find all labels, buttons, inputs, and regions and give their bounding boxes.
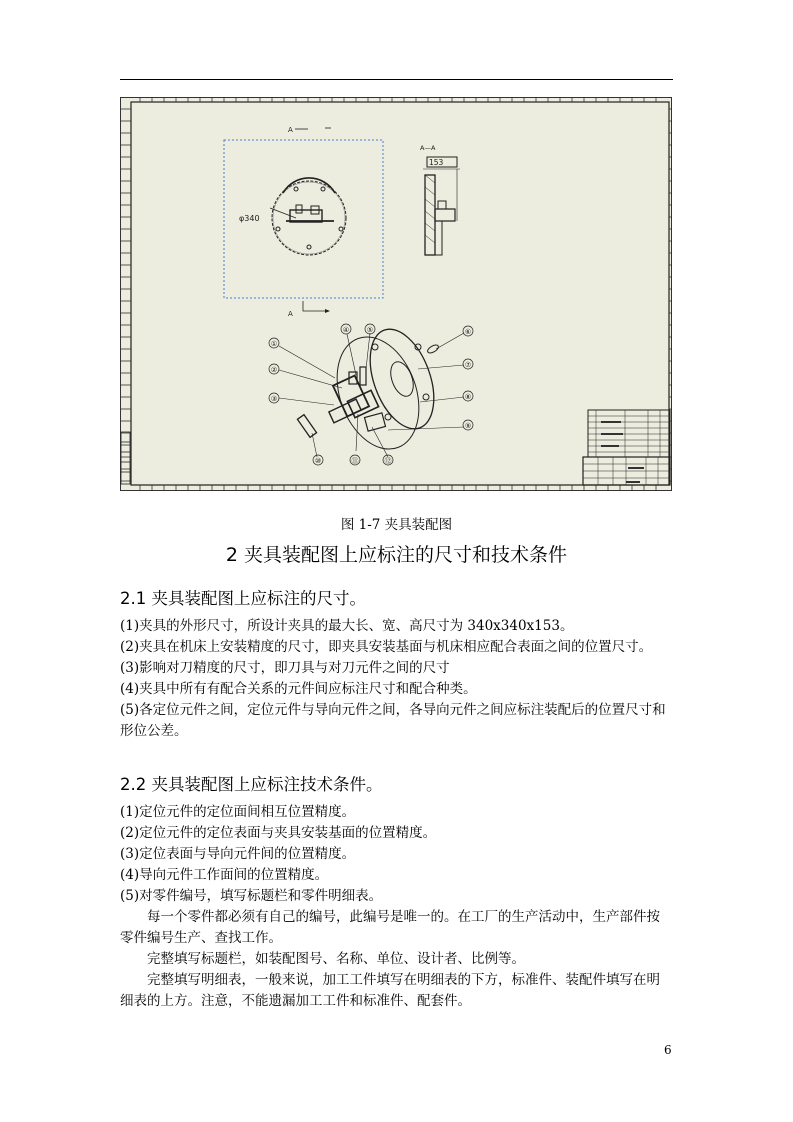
balloon-3: ③ [270,395,278,403]
figure-caption: 图 1-7 夹具装配图 [340,517,453,533]
chapter-heading: 2 夹具装配图上应标注的尺寸和技术条件 [225,544,568,566]
assembly-drawing [120,97,672,491]
list-item: (5)各定位元件之间，定位元件与导向元件之间，各导向元件之间应标注装配后的位置尺寸和形位公差。 [120,702,666,739]
balloon-7: ⑦ [464,361,472,369]
balloon-12: ⑫ [384,457,392,465]
list-item: (3)影响对刀精度的尺寸，即刀具与对刀元件之间的尺寸 [120,660,450,676]
balloon-5: ⑤ [366,326,374,334]
body-paragraph: 完整填写标题栏，如装配图号、名称、单位、设计者、比例等。 [147,951,525,967]
section-2-1-body [120,616,673,742]
list-item: (1)定位元件的定位面间相互位置精度。 [120,804,356,820]
view-a-bottom-label: A [288,310,293,318]
list-item: (3)定位表面与导向元件间的位置精度。 [120,846,356,862]
dimension-height: 153 [429,158,444,167]
balloon-8: ⑧ [464,393,472,401]
balloon-6: ⑥ [464,328,472,336]
balloon-11: ⑪ [351,457,359,465]
section-2-2-title: 2.2 夹具装配图上应标注技术条件。 [120,775,383,794]
section-2-2-body [120,802,673,1012]
dimension-phi: φ340 [239,214,260,223]
section-2-1-title: 2.1 夹具装配图上应标注的尺寸。 [120,589,366,608]
header-rule [120,79,673,80]
section-label: A—A [420,144,436,152]
body-paragraph: 每一个零件都必须有自己的编号，此编号是唯一的。在工厂的生产活动中，生产部件按零件编号生产、查找工作。 [120,909,660,946]
view-a-top-label: A [288,126,293,134]
list-item: (2)定位元件的定位表面与夹具安装基面的位置精度。 [120,825,437,841]
page-number: 6 [664,1043,672,1057]
list-item: (2)夹具在机床上安装精度的尺寸，即夹具安装基面与机床相应配合表面之间的位置尺寸。 [120,639,653,655]
list-item: (4)夹具中所有有配合关系的元件间应标注尺寸和配合种类。 [120,681,477,697]
balloon-9: ⑨ [464,422,472,430]
balloon-10: ⑩ [314,457,322,465]
body-paragraph: 完整填写明细表，一般来说，加工工件填写在明细表的下方，标准件、装配件填写在明细表的上方。注意，不能遗漏加工工件和标准件、配套件。 [120,972,660,1009]
list-item: (4)导向元件工作面间的位置精度。 [120,867,329,883]
list-item: (5)对零件编号，填写标题栏和零件明细表。 [120,888,383,904]
balloon-1: ① [270,340,278,348]
list-item: (1)夹具的外形尺寸，所设计夹具的最大长、宽、高尺寸为 340x340x153。 [120,618,574,634]
balloon-2: ② [270,366,278,374]
balloon-4: ④ [342,326,350,334]
